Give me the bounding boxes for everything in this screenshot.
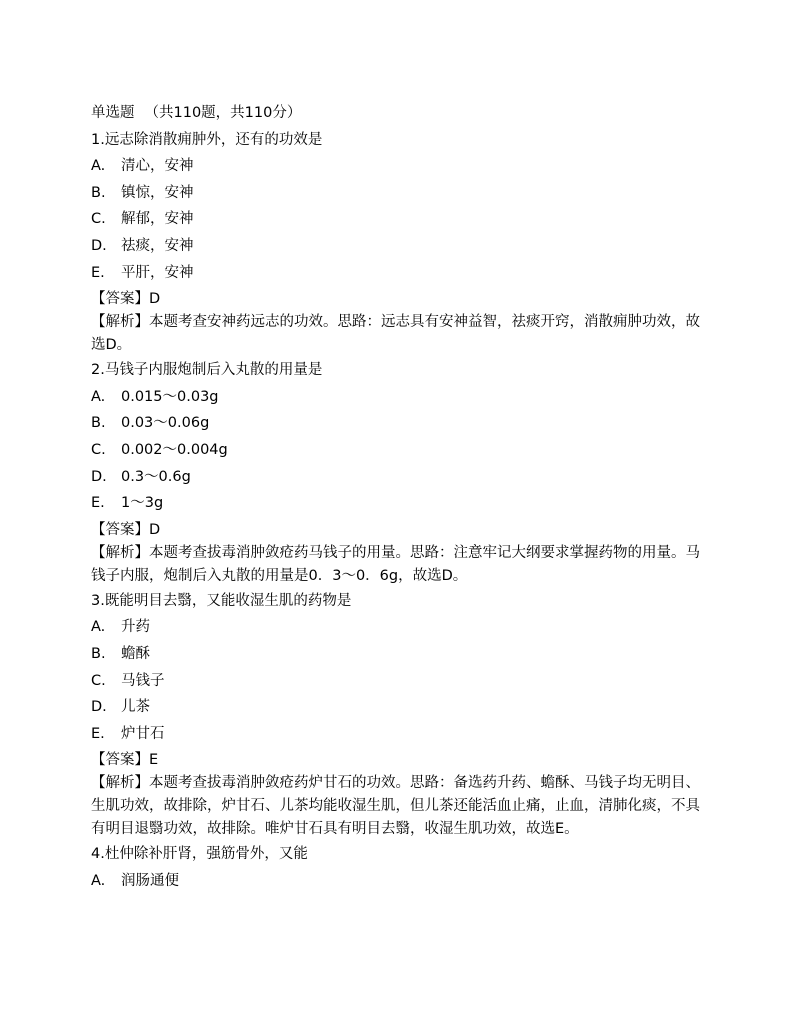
analysis-text: 本题考查拔毒消肿敛疮药马钱子的用量。思路：注意牢记大纲要求掌握药物的用量。马钱子内服，炮制后入丸散的用量是0．3～0．6g，故选D。: [91, 544, 700, 584]
option-label: E.: [91, 264, 105, 281]
answer: [91, 749, 711, 772]
option-text: 镇惊，安神: [121, 184, 194, 201]
option-a: [91, 614, 711, 641]
answer-value: D: [149, 521, 161, 538]
section-count: （共110题，共110分）: [144, 105, 302, 121]
analysis-text: 本题考查安神药远志的功效。思路：远志具有安神益智，祛痰开窍，消散痈肿功效，故选D。: [91, 314, 700, 354]
option-a: [91, 868, 711, 895]
option-e: [91, 260, 711, 287]
option-label: B.: [91, 645, 106, 662]
option-label: A.: [91, 872, 106, 889]
option-d: [91, 233, 711, 260]
section-name: 单选题: [91, 105, 135, 121]
answer-label: 【答案】: [91, 752, 149, 769]
option-b: [91, 410, 711, 437]
analysis-text: 本题考查拔毒消肿敛疮药炉甘石的功效。思路：备选药升药、蟾酥、马钱子均无明目、生肌功效，故排除，炉甘石、儿茶均能收湿生肌，但儿茶还能活血止痛，止血，清肺化痰，不具有明目退翳功效，故排除。唯炉甘石具有明目去翳，收湿生肌功效，故选E。: [91, 775, 700, 838]
option-label: D.: [91, 468, 107, 485]
option-label: C.: [91, 672, 106, 689]
option-d: [91, 464, 711, 491]
option-c: [91, 437, 711, 464]
option-text: 儿茶: [121, 699, 150, 716]
option-text: 润肠通便: [121, 872, 179, 889]
option-text: 炉甘石: [121, 725, 165, 742]
option-text: 平肝，安神: [121, 264, 194, 281]
option-label: A.: [91, 158, 106, 175]
option-text: 解郁，安神: [121, 211, 194, 228]
answer: [91, 519, 711, 542]
option-b: [91, 641, 711, 668]
question-3: [91, 588, 711, 842]
answer-value: E: [149, 752, 159, 769]
answer-value: D: [149, 291, 161, 308]
option-text: 祛痰，安神: [121, 237, 194, 254]
analysis-label: 【解析】: [91, 314, 149, 331]
option-a: [91, 153, 711, 180]
analysis-label: 【解析】: [91, 775, 149, 792]
option-text: 蟾酥: [121, 645, 150, 662]
option-label: B.: [91, 415, 106, 432]
answer-label: 【答案】: [91, 291, 149, 308]
option-e: [91, 721, 711, 748]
option-label: D.: [91, 699, 107, 716]
question-1: [91, 127, 711, 358]
option-label: C.: [91, 211, 106, 228]
option-text: 0.03～0.06g: [121, 415, 210, 432]
option-b: [91, 180, 711, 207]
option-label: E.: [91, 725, 105, 742]
question-2: [91, 357, 711, 588]
option-text: 马钱子: [121, 672, 165, 689]
analysis: [91, 311, 711, 357]
analysis-label: 【解析】: [91, 544, 149, 561]
option-text: 0.3～0.6g: [121, 468, 191, 485]
option-text: 0.015～0.03g: [121, 388, 219, 405]
section-title: [91, 100, 711, 127]
option-text: 清心，安神: [121, 158, 194, 175]
option-label: C.: [91, 441, 106, 458]
option-d: [91, 694, 711, 721]
question-stem: 1.远志除消散痈肿外，还有的功效是: [91, 131, 323, 148]
option-c: [91, 206, 711, 233]
option-label: E.: [91, 495, 105, 512]
option-c: [91, 668, 711, 695]
option-label: D.: [91, 237, 107, 254]
question-4: [91, 841, 711, 894]
analysis: [91, 772, 711, 841]
option-label: B.: [91, 184, 106, 201]
exam-page: [91, 100, 711, 894]
option-label: A.: [91, 619, 106, 636]
question-stem: 2.马钱子内服炮制后入丸散的用量是: [91, 362, 323, 379]
option-text: 0.002～0.004g: [121, 441, 228, 458]
answer-label: 【答案】: [91, 521, 149, 538]
option-label: A.: [91, 388, 106, 405]
analysis: [91, 542, 711, 588]
question-stem: 4.杜仲除补肝肾，强筋骨外，又能: [91, 846, 308, 863]
option-text: 1～3g: [121, 495, 164, 512]
option-a: [91, 384, 711, 411]
question-stem: 3.既能明目去翳，又能收湿生肌的药物是: [91, 592, 352, 609]
answer: [91, 288, 711, 311]
option-e: [91, 490, 711, 517]
option-text: 升药: [121, 619, 150, 636]
